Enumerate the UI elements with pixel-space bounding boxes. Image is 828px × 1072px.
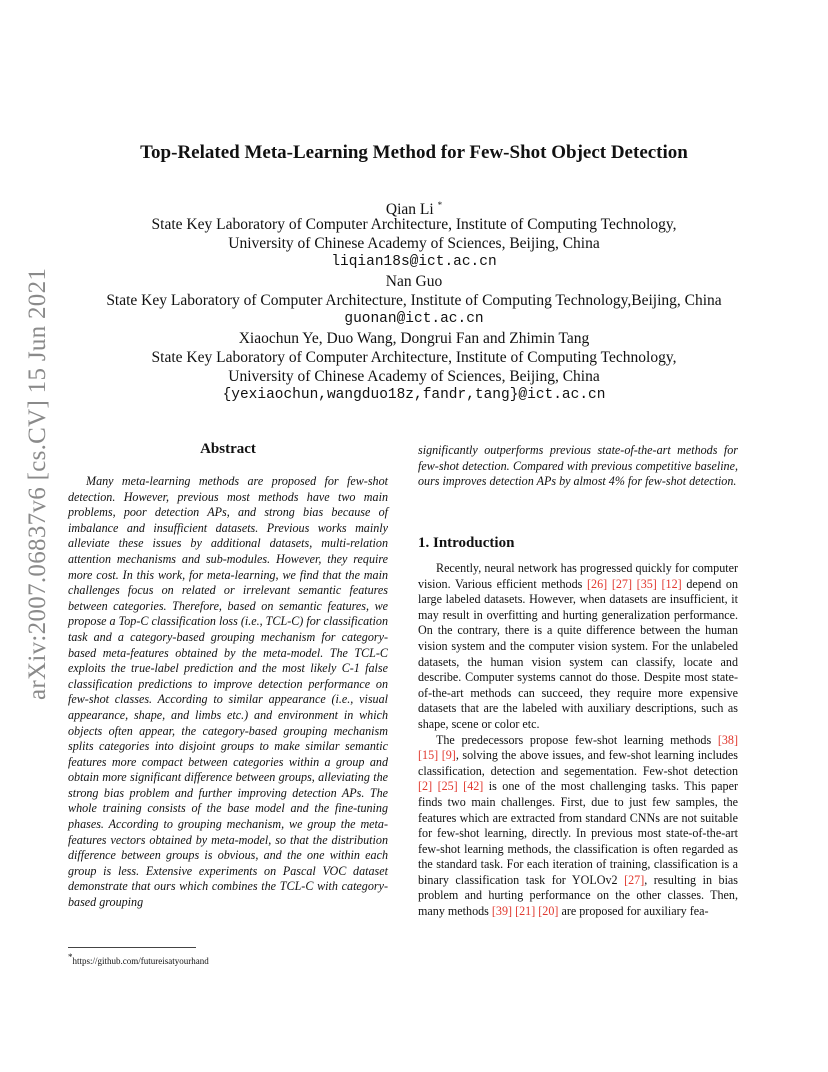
citation-link[interactable]: [2] — [418, 779, 433, 794]
abstract-heading: Abstract — [200, 441, 256, 457]
intro-paragraph-2: The predecessors propose few-shot learning methods [38] [15] [9], solving the above issues, and few-shot learning includes classification, detection and segementation. Few-shot detection [2] [25] [42] is one of the most challenging tasks. This paper finds two main challenges. First, due to just few samples, the features which are extracted from standard CNNs are not suitable for few-shot learning, directly. In previous most state-of-the-art few-shot learning methods, the classification is often regarded as the standard task. For each iteration of training, classification is a binary classification task for YOLOv2 [27], resulting in bias problem and hurting performance on the other classes. Then, many methods [39] [21] [20] are proposed for auxiliary fea- — [418, 732, 738, 919]
citation-link[interactable]: [35] — [636, 576, 657, 591]
paper-title: Top-Related Meta-Learning Method for Few-Shot Object Detection — [140, 142, 688, 163]
author-name: Qian Li — [385, 201, 434, 219]
citation-link[interactable]: [25] — [437, 779, 458, 794]
affiliation-line: State Key Laboratory of Computer Architecture, Institute of Computing Technology, — [151, 216, 677, 233]
citation-link[interactable]: [20] — [538, 904, 559, 919]
abstract-text: Many meta-learning methods are proposed for few-shot detection. However, previous most methods have two main problems, poor detection APs, and strong bias because of imbalance and insufficient datasets. Previous works mainly alleviate these issues by additional datasets, multi-relation attention mechanisms and sub-modules. However, they require more cost. In this work, for meta-learning, we find that the main challenges focus on related or irrelevant semantic features between categories. Therefore, based on semantic features, we propose a Top-C classification loss (i.e., TCL-C) for classification task and a category-based grouping mechanism for category-based meta-features obtained by the meta-model. The TCL-C exploits the true-label prediction and the most likely C-1 false classification predictions to improve detection performance on few-shot classes. According to similar appearance (i.e., visual appearance, shape, and limbs etc.) and environment in which objects often appear, the category-based grouping mechanism splits categories into disjoint groups to make similar semantic features more compact between categories within a group and obtain more significant difference between groups, alleviating the strong bias problem and further improving detection APs. The whole training consists of the base model and the fine-tuning phases. According to grouping mechanism, we group the meta-features vectors obtained by meta-model, so that the distribution difference between groups is obvious, and the one within each group is less. Extensive experiments on Pascal VOC dataset demonstrate that ours which combines the TCL-C with category-based grouping — [68, 474, 388, 910]
introduction-body — [418, 561, 738, 920]
citation-link[interactable]: [15] — [418, 748, 439, 763]
footnote-divider — [68, 947, 196, 948]
citation-link[interactable]: [39] — [491, 904, 513, 919]
abstract-body — [68, 474, 388, 911]
author-nan-guo: Nan Guo — [385, 273, 443, 290]
abstract-text-continued: significantly outperforms previous state-of-the-art methods for few-shot detection. Compared with previous competitive baseline, ours improves detection APs by almost 4% for few-shot detection. — [418, 443, 738, 489]
affiliation-line: State Key Laboratory of Computer Architecture, Institute of Computing Technology,Beijing, China — [106, 292, 722, 309]
citation-link[interactable]: [38] — [717, 732, 738, 747]
author-email: liqian18s@ict.ac.cn — [331, 254, 497, 270]
affiliation-line: University of Chinese Academy of Sciences, Beijing, China — [228, 368, 600, 385]
footnote-mark: * — [68, 952, 73, 962]
affiliation-line: State Key Laboratory of Computer Architecture, Institute of Computing Technology, — [151, 349, 677, 366]
citation-link[interactable]: [26] — [587, 576, 608, 591]
citation-link[interactable]: [9] — [441, 748, 456, 763]
citation-link[interactable]: [27] — [611, 576, 632, 591]
citation-link[interactable]: [27] — [624, 872, 645, 887]
citation-link[interactable]: [21] — [515, 904, 536, 919]
citation-link[interactable]: [42] — [463, 779, 484, 794]
author-group-names: Xiaochun Ye, Duo Wang, Dongrui Fan and Zhimin Tang — [238, 330, 590, 347]
footnote — [68, 952, 209, 966]
section-heading-introduction: 1. Introduction — [418, 535, 515, 551]
footnote-url[interactable]: https://github.com/futureisatyourhand — [72, 956, 209, 966]
citation-link[interactable]: [12] — [661, 576, 682, 591]
intro-paragraph-1: Recently, neural network has progressed quickly for computer vision. Various efficient methods [26] [27] [35] [12] depend on large labeled datasets. However, when datasets are insufficient, it may result in overfitting and hurting generalization performance. On the contrary, there is a quite difference between the human vision system and the computer vision system. For the unlabeled datasets, the human vision system can classify, locate and describe. Computer systems cannot do those. Despite most state-of-the-art methods can succeed, they require more expensive datasets that are the labeled with auxiliary descriptions, such as shape, scene or color etc. — [418, 561, 738, 731]
author-email: {yexiaochun,wangduo18z,fandr,tang}@ict.ac.cn — [222, 387, 606, 403]
author-email: guonan@ict.ac.cn — [344, 311, 484, 327]
arxiv-stamp: arXiv:2007.06837v6 [cs.CV] 15 Jun 2021 — [24, 267, 51, 700]
abstract-continued — [418, 443, 738, 490]
author-footnote-mark: * — [437, 200, 443, 210]
affiliation-line: University of Chinese Academy of Sciences, Beijing, China — [228, 235, 600, 252]
